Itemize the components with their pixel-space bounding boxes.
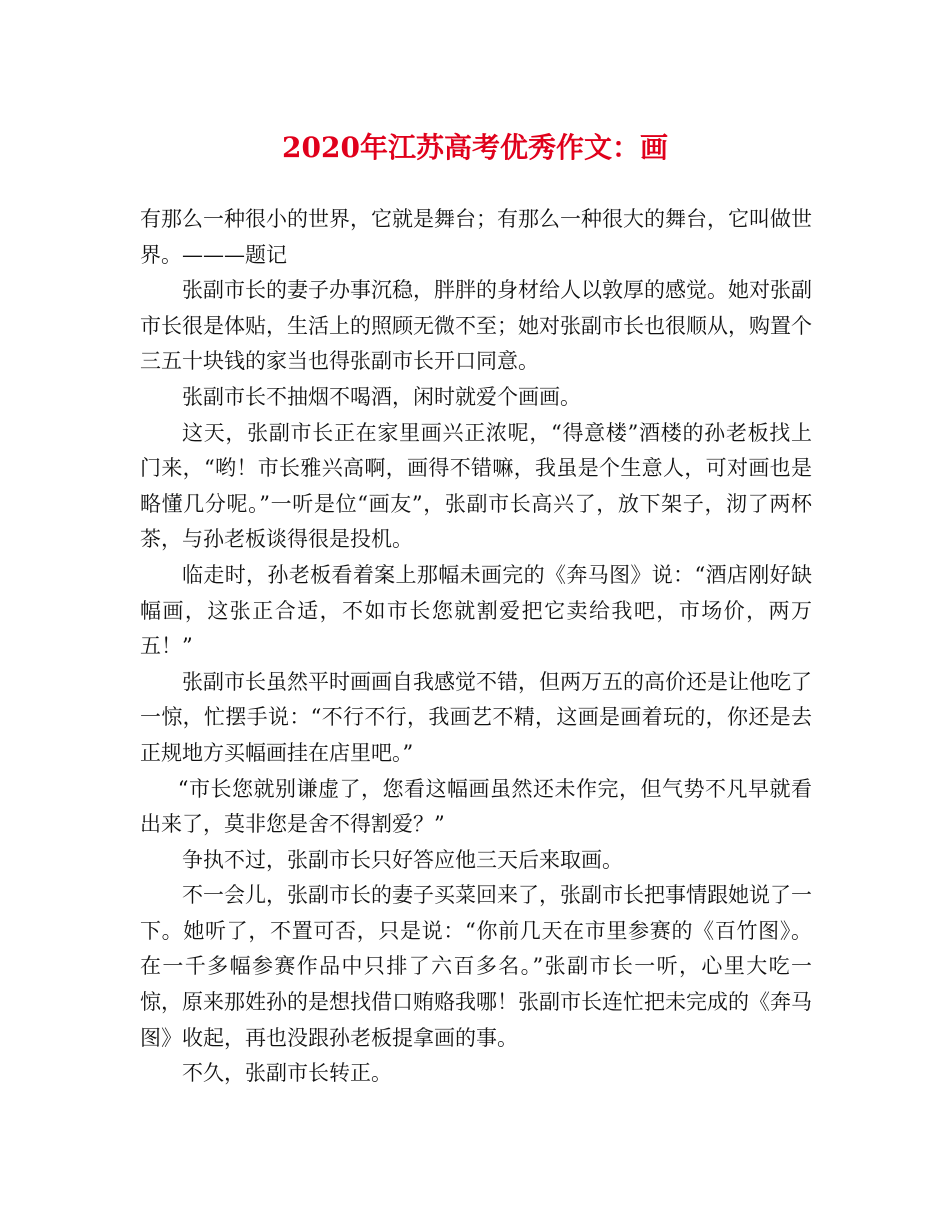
paragraph-4: 临走时，孙老板看着案上那幅未画完的《奔马图》说：“酒店刚好缺幅画，这张正合适，不如市长您就割爱把它卖给我吧，市场价，两万五！” — [140, 562, 812, 659]
paragraph-7: 争执不过，张副市长只好答应他三天后来取画。 — [182, 847, 623, 872]
paragraph-1: 张副市长的妻子办事沉稳，胖胖的身材给人以敦厚的感觉。她对张副市长很是体贴，生活上的照顾无微不至；她对张副市长也很顺从，购置个三五十块钱的家当也得张副市长开口同意。 — [140, 278, 812, 374]
paragraph-6: “市长您就别谦虚了，您看这幅画虽然还未作完，但气势不凡早就看出来了，莫非您是舍不得割爱？” — [140, 776, 812, 837]
epigraph: 有那么一种很小的世界，它就是舞台；有那么一种很大的舞台，它叫做世界。———题记 — [140, 207, 812, 267]
paragraph-9: 不久，张副市长转正。 — [182, 1061, 392, 1086]
paragraph-5: 张副市长虽然平时画画自我感觉不错，但两万五的高价还是让他吃了一惊，忙摆手说：“不行不行，我画艺不精，这画是画着玩的，你还是去正规地方买幅画挂在店里吧。” — [140, 669, 812, 765]
paragraph-2: 张副市长不抽烟不喝酒，闲时就爱个画画。 — [182, 384, 581, 409]
paragraph-3: 这天，张副市长正在家里画兴正浓呢，“得意楼”酒楼的孙老板找上门来，“哟！市长雅兴高啊，画得不错嘛，我虽是个生意人，可对画也是略懂几分呢。”一听是位“画友”，张副市长高兴了，放下架子，沏了两杯茶，与孙老板谈得很是投机。 — [140, 420, 812, 552]
paragraph-8: 不一会儿，张副市长的妻子买菜回来了，张副市长把事情跟她说了一下。她听了，不置可否，只是说：“你前几天在市里参赛的《百竹图》。在一千多幅参赛作品中只排了六百多名。”张副市长一听，心里大吃一惊，原来那姓孙的是想找借口贿赂我哪！张副市长连忙把未完成的《奔马图》收起，再也没跟孙老板提拿画的事。 — [140, 883, 812, 1050]
essay-body — [140, 202, 812, 1092]
page-title: 2020年江苏高考优秀作文：画 — [282, 131, 668, 164]
